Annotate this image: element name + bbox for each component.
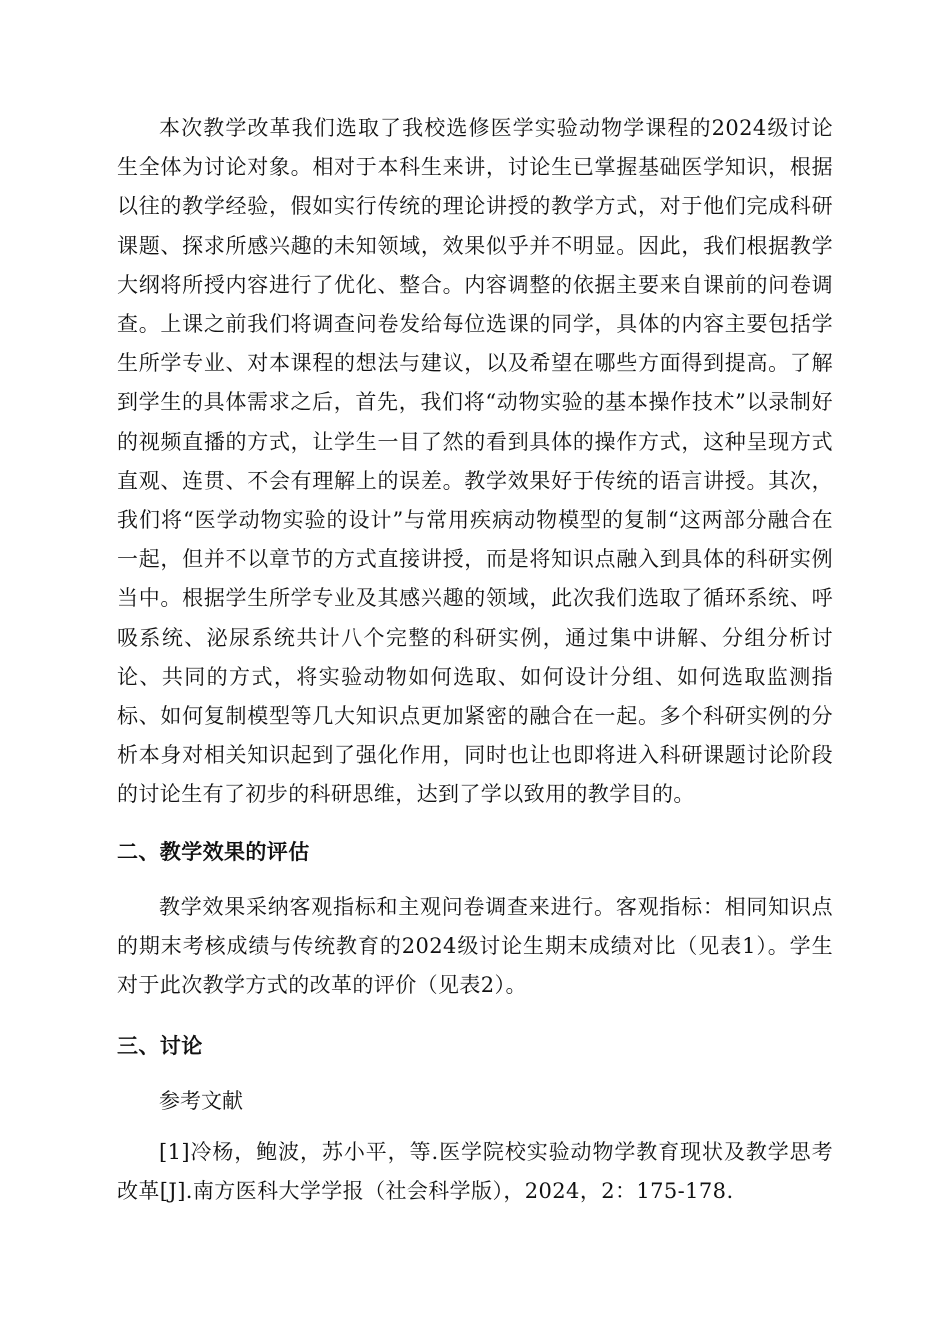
body-paragraph-evaluation: 教学效果采纳客观指标和主观问卷调查来进行。客观指标：相同知识点的期末考核成绩与传统教育的2024级讨论生期末成绩对比（见表1）。学生对于此次教学方式的改革的评价（见表2）。 xyxy=(117,894,833,998)
section-heading-evaluation: 二、教学效果的评估 xyxy=(117,839,310,864)
references-title: 参考文献 xyxy=(159,1089,243,1114)
document-page xyxy=(117,109,833,1212)
body-paragraph-teaching-reform: 本次教学改革我们选取了我校选修医学实验动物学课程的2024级讨论生全体为讨论对象。相对于本科生来讲，讨论生已掌握基础医学知识，根据以往的教学经验，假如实行传统的理论讲授的教学方式，对于他们完成科研课题、探求所感兴趣的未知领域，效果似乎并不明显。因此，我们根据教学大纲将所授内容进行了优化、整合。内容调整的依据主要来自课前的问卷调查。上课之前我们将调查问卷发给每位选课的同学，具体的内容主要包括学生所学专业、对本课程的想法与建议，以及希望在哪些方面得到提高。了解到学生的具体需求之后，首先，我们将“动物实验的基本操作技术”以录制好的视频直播的方式，让学生一目了然的看到具体的操作方式，这种呈现方式直观、连贯、不会有理解上的误差。教学效果好于传统的语言讲授。其次，我们将“医学动物实验的设计”与常用疾病动物模型的复制“这两部分融合在一起，但并不以章节的方式直接讲授，而是将知识点融入到具体的科研实例当中。根据学生所学专业及其感兴趣的领域，此次我们选取了循环系统、呼吸系统、泌尿系统共计八个完整的科研实例，通过集中讲解、分组分析讨论、共同的方式，将实验动物如何选取、如何设计分组、如何选取监测指标、如何复制模型等几大知识点更加紧密的融合在一起。多个科研实例的分析本身对相关知识起到了强化作用，同时也让也即将进入科研课题讨论阶段的讨论生有了初步的科研思维，达到了学以致用的教学目的。 xyxy=(117,116,833,807)
reference-item: [1]冷杨，鲍波，苏小平，等.医学院校实验动物学教育现状及教学思考改革[J].南方医科大学学报（社会科学版），2024，2：175-178. xyxy=(117,1140,833,1204)
section-heading-discussion: 三、讨论 xyxy=(117,1034,203,1059)
